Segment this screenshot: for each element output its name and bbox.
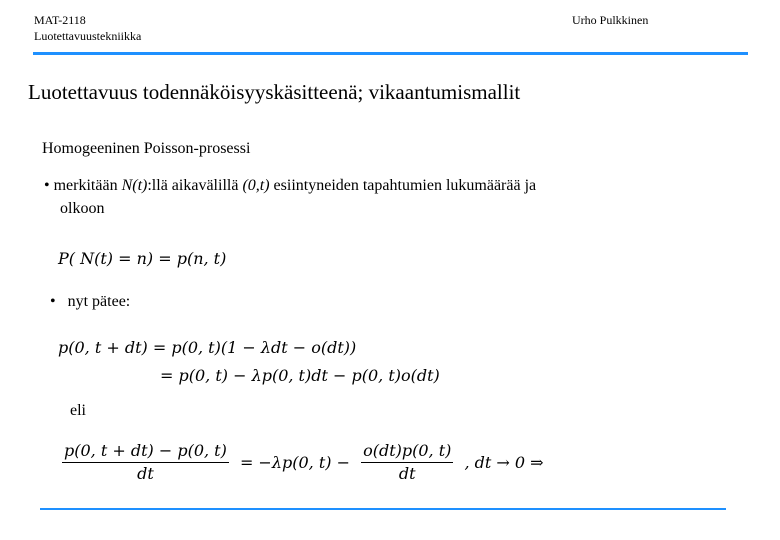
equation-difference-quotient (62, 440, 550, 485)
fraction-left-numerator: p(0, t + dt) − p(0, t) (62, 440, 229, 463)
equation-recursion-line1: p(0, t + dt) = p(0, t)(1 − λdt − o(dt)) (58, 338, 357, 357)
bullet-marker: • (44, 177, 50, 194)
equation-middle: = −λp(0, t) − (239, 453, 350, 472)
course-name: Luotettavuustekniikka (34, 29, 142, 43)
fraction-right-denominator: dt (398, 464, 416, 483)
bullet-text: nyt pätee: (67, 293, 131, 310)
course-code: MAT-2118 (34, 13, 86, 27)
variable-n-t: N(t) (121, 177, 148, 194)
bullet-now-holds (50, 290, 130, 313)
header-divider (33, 52, 748, 55)
fraction-right-numerator: o(dt)p(0, t) (361, 440, 453, 463)
eli-label: eli (70, 402, 86, 419)
bullet-text-part4: olkoon (60, 200, 105, 217)
equation-probability-definition: P( N(t) = n) = p(n, t) (58, 249, 227, 268)
bullet-definition (44, 174, 744, 220)
bullet-marker: • (50, 293, 56, 310)
slide-title: Luotettavuus todennäköisyyskäsitteenä; vikaantumismallit (28, 80, 521, 104)
footer-divider (40, 508, 726, 510)
slide-subtitle: Homogeeninen Poisson-prosessi (42, 140, 251, 157)
bullet-text-part1: merkitään (53, 177, 122, 194)
bullet-text-part3: esiintyneiden tapahtumien lukumäärää ja (269, 177, 537, 194)
equation-limit: , dt → 0 ⇒ (464, 453, 544, 472)
fraction-left-denominator: dt (137, 464, 154, 483)
equation-recursion-line2: = p(0, t) − λp(0, t)dt − p(0, t)o(dt) (160, 366, 440, 385)
author-name: Urho Pulkkinen (572, 13, 649, 27)
fraction-right (361, 440, 453, 485)
interval-0-t: (0,t) (242, 177, 270, 194)
bullet-text-part2: :llä aikavälillä (147, 177, 243, 194)
fraction-left (62, 440, 229, 485)
course-header (34, 12, 141, 44)
